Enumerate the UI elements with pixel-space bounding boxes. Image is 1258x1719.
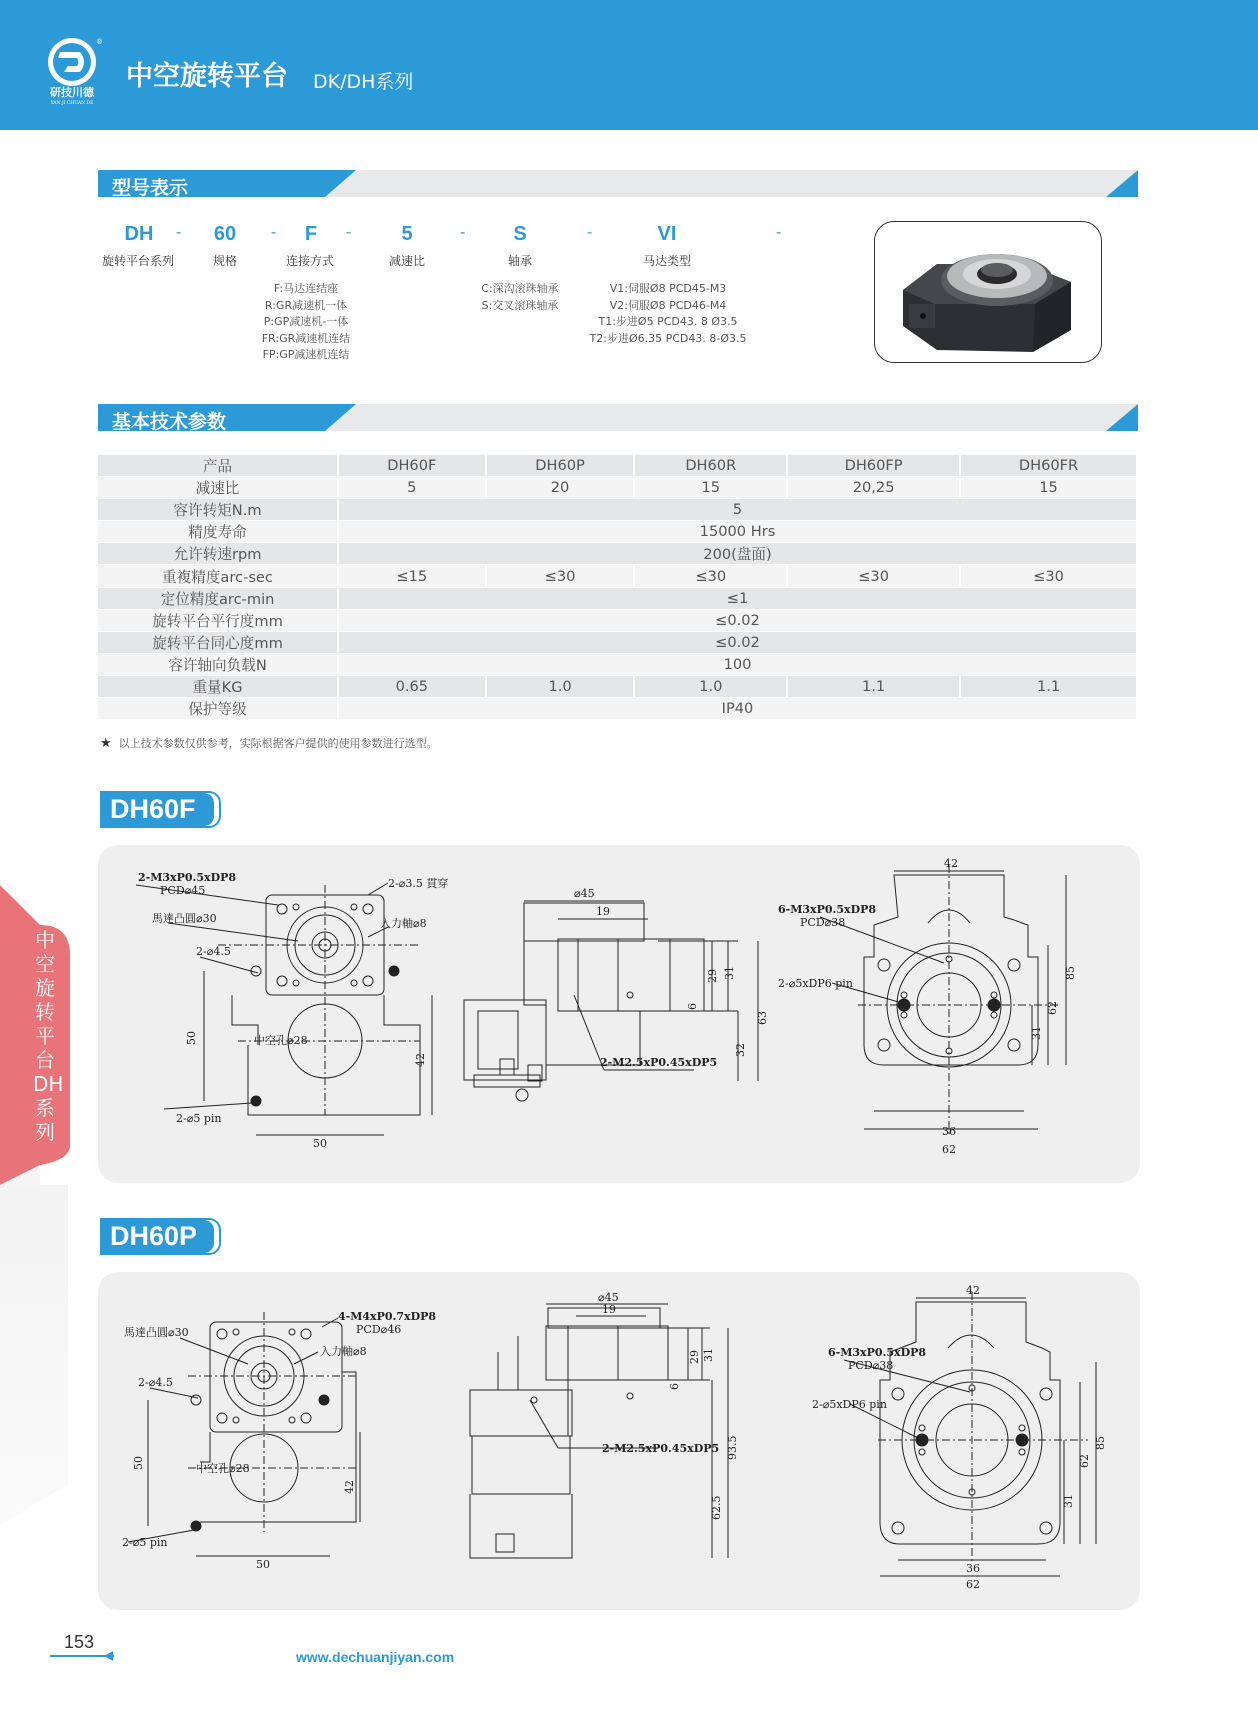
dim-label: 31 <box>1062 1494 1075 1508</box>
code-connection: F <box>304 223 318 245</box>
code-series: DH <box>124 223 154 245</box>
dim-label: 42 <box>944 857 958 870</box>
dim-label: 2-⌀5xDP6 pin <box>812 1398 887 1411</box>
dim-label: 入力軸⌀8 <box>320 1345 367 1358</box>
row-label: 容许转矩N.m <box>98 499 339 521</box>
table-header-cell: DH60F <box>339 455 487 477</box>
row-label: 容许轴向负载N <box>98 654 339 676</box>
code-motor: VI <box>657 223 677 245</box>
table-cell: 20,25 <box>788 477 961 499</box>
dim-label: 入力軸⌀8 <box>380 917 427 930</box>
table-row <box>98 588 1138 610</box>
row-label: 减速比 <box>98 477 339 499</box>
row-label: 允许转速rpm <box>98 543 339 565</box>
table-cell: 15 <box>635 477 788 499</box>
label-bearing: 轴承 <box>507 254 532 268</box>
table-cell: 5 <box>339 499 1138 521</box>
dim-label: 62 <box>942 1143 956 1156</box>
table-header-cell: DH60FP <box>788 455 961 477</box>
table-row <box>98 632 1138 654</box>
dim-label: PCD⌀46 <box>356 1323 402 1336</box>
table-cell: 1.0 <box>635 676 788 698</box>
option-text: F:马达连结座 <box>273 282 339 295</box>
dim-label: PCD⌀38 <box>800 916 846 929</box>
connection-options <box>252 281 360 364</box>
model-title-dh60p <box>100 1218 221 1255</box>
star-icon: ★ <box>100 736 112 751</box>
table-row <box>98 543 1138 565</box>
label-motor: 马达类型 <box>642 254 691 268</box>
label-ratio: 减速比 <box>388 254 425 268</box>
dim-label: 62 <box>1046 1001 1059 1015</box>
option-text: C:深沟滚珠轴承 <box>481 282 559 295</box>
code-dash: - <box>587 224 593 241</box>
option-text: P:GP减速机-一体 <box>263 315 349 329</box>
dim-label: 85 <box>1064 966 1077 980</box>
dim-label: 19 <box>596 905 610 918</box>
table-row <box>98 477 1138 499</box>
code-dash: - <box>271 224 277 241</box>
dim-label: 42 <box>966 1284 980 1297</box>
table-row <box>98 610 1138 632</box>
code-dash: - <box>776 224 782 241</box>
table-cell: ≤15 <box>339 565 487 587</box>
dim-label: 2-M2.5xP0.45xDP5 <box>602 1442 720 1455</box>
logo-subtext: YAN JI CHUAN DE <box>50 101 94 106</box>
dim-label: 31 <box>723 966 736 980</box>
label-connection: 连接方式 <box>285 254 334 268</box>
table-cell: 15 <box>961 477 1138 499</box>
table-cell: 200(盘面) <box>339 543 1138 565</box>
table-cell: 15000 Hrs <box>339 521 1138 543</box>
code-dash: - <box>460 224 466 241</box>
dim-label: 6-M3xP0.5xDP8 <box>778 903 877 916</box>
dim-label: 31 <box>1030 1026 1043 1040</box>
table-row <box>98 565 1138 587</box>
table-row <box>98 521 1138 543</box>
table-cell: 5 <box>339 477 487 499</box>
dim-label: 19 <box>602 1303 616 1316</box>
table-row <box>98 654 1138 676</box>
header-bar <box>0 0 1258 130</box>
table-cell: ≤30 <box>961 565 1138 587</box>
option-text: T1:步进Ø5 PCD43. 8 Ø3.5 <box>598 315 738 329</box>
dim-label: 29 <box>706 969 719 983</box>
side-decor <box>0 1185 68 1525</box>
model-title-text: DH60F <box>110 794 196 824</box>
dim-label: 62.5 <box>710 1495 723 1520</box>
dim-label: 50 <box>185 1031 198 1045</box>
label-size: 规格 <box>212 254 237 268</box>
side-view <box>470 1304 728 1558</box>
row-label: 旋转平台平行度mm <box>98 610 339 632</box>
side-view <box>464 901 758 1101</box>
code-dash: - <box>346 224 352 241</box>
dim-label: 6 <box>686 1003 699 1010</box>
technical-drawing <box>98 845 1140 1183</box>
option-text: FP:GP减速机连结 <box>262 348 350 362</box>
dim-label: 36 <box>966 1562 980 1575</box>
table-header-cell: DH60P <box>487 455 636 477</box>
table-row <box>98 698 1138 720</box>
dim-label: ⌀45 <box>574 887 595 900</box>
table-cell: ≤30 <box>487 565 636 587</box>
drawing-panel-dh60f <box>98 845 1140 1183</box>
dim-label: 32 <box>734 1043 747 1057</box>
option-text: S:交叉滚珠轴承 <box>481 298 559 312</box>
dim-label: 50 <box>256 1558 270 1571</box>
dim-label: 62 <box>1078 1454 1091 1468</box>
table-header-cell: DH60R <box>635 455 788 477</box>
dim-label: 29 <box>688 1350 701 1364</box>
rotary-platform-image <box>875 222 1101 362</box>
dim-label: 31 <box>702 1348 715 1362</box>
page-arrow-icon <box>104 1651 113 1661</box>
svg-text:®: ® <box>96 38 103 46</box>
dim-label: 2-⌀5 pin <box>122 1536 168 1549</box>
table-cell: ≤30 <box>788 565 961 587</box>
dim-label: 50 <box>132 1456 145 1470</box>
page-number: 153 <box>64 1632 95 1652</box>
dim-label: 6 <box>668 1383 681 1390</box>
dim-label: 馬達凸圓⌀30 <box>124 1326 189 1339</box>
table-row <box>98 499 1138 521</box>
row-label: 旋转平台同心度mm <box>98 632 339 654</box>
side-tab-text: 中空旋转平台DH系列 <box>33 928 64 1144</box>
spec-note <box>100 735 438 751</box>
dim-label: 2-M2.5xP0.45xDP5 <box>600 1056 718 1069</box>
row-label: 重量KG <box>98 676 339 698</box>
dim-label: 中空孔⌀28 <box>196 1462 250 1475</box>
row-label: 保护等级 <box>98 698 339 720</box>
table-cell: 100 <box>339 654 1138 676</box>
spec-table <box>98 455 1138 720</box>
code-ratio: 5 <box>401 223 413 245</box>
row-label: 定位精度arc-min <box>98 588 339 610</box>
option-text: T2:步进Ø6.35 PCD43. 8-Ø3.5 <box>589 331 747 345</box>
dim-label: 6-M3xP0.5xDP8 <box>828 1346 927 1359</box>
dim-label: 93.5 <box>726 1435 739 1460</box>
option-text: V2:伺服Ø8 PCD46-M4 <box>609 298 727 312</box>
dim-label: 2-⌀4.5 <box>196 945 231 958</box>
dim-label: PCD⌀38 <box>848 1359 894 1372</box>
technical-drawing <box>98 1272 1140 1610</box>
bearing-options <box>470 281 570 314</box>
dim-label: 85 <box>1094 1436 1107 1450</box>
dim-label: 63 <box>756 1011 769 1025</box>
code-bearing: S <box>513 223 527 245</box>
dim-label: 2-⌀5 pin <box>176 1112 222 1125</box>
dim-label: ⌀45 <box>598 1291 619 1304</box>
table-header-row <box>98 455 1138 477</box>
table-cell: 1.1 <box>961 676 1138 698</box>
row-label: 重複精度arc-sec <box>98 565 339 587</box>
table-header-cell: DH60FR <box>961 455 1138 477</box>
section-title: 基本技术参数 <box>112 411 227 433</box>
motor-options <box>578 281 758 347</box>
brand-logo-icon <box>42 34 106 106</box>
row-label: 精度寿命 <box>98 521 339 543</box>
table-cell: IP40 <box>339 698 1138 720</box>
dim-label: 2-⌀5xDP6 pin <box>778 977 853 990</box>
dim-label: 36 <box>942 1125 956 1138</box>
section-header-spec <box>98 404 1138 431</box>
product-photo <box>874 221 1102 363</box>
section-header-model <box>98 170 1138 197</box>
dim-label: 4-M4xP0.7xDP8 <box>338 1310 437 1323</box>
table-cell: ≤0.02 <box>339 610 1138 632</box>
dim-label: 62 <box>966 1578 980 1591</box>
label-series: 旋转平台系列 <box>101 254 174 268</box>
table-cell: 1.1 <box>788 676 961 698</box>
table-row <box>98 676 1138 698</box>
drawing-panel-dh60p <box>98 1272 1140 1610</box>
table-cell: ≤30 <box>635 565 788 587</box>
table-cell: 20 <box>487 477 636 499</box>
dim-label: 42 <box>414 1053 427 1067</box>
dim-label: 2-⌀4.5 <box>138 1376 173 1389</box>
footer-url: www.dechuanjiyan.com <box>296 1649 455 1665</box>
dim-label: 2-⌀3.5 貫穿 <box>388 877 449 890</box>
dim-label: 2-M3xP0.5xDP8 <box>138 871 237 884</box>
page-title: 中空旋转平台 <box>126 61 288 92</box>
dim-label: PCD⌀45 <box>160 884 206 897</box>
option-text: V1:伺服Ø8 PCD45-M3 <box>609 282 727 295</box>
logo-text: 研技川德 <box>50 86 94 99</box>
dim-label: 馬達凸圓⌀30 <box>152 912 217 925</box>
option-text: R:GR减速机一体 <box>264 298 348 312</box>
page-subtitle: DK/DH系列 <box>313 71 414 93</box>
code-size: 60 <box>213 223 237 245</box>
note-text: 以上技术参数仅供参考，实际根据客户提供的使用参数进行选型。 <box>118 737 438 750</box>
code-dash: - <box>176 224 182 241</box>
option-text: FR:GR减速机连结 <box>261 331 351 345</box>
rear-view <box>844 1292 1096 1576</box>
table-cell: ≤1 <box>339 588 1138 610</box>
dim-label: 中空孔⌀28 <box>254 1034 308 1047</box>
section-title: 型号表示 <box>112 177 189 199</box>
model-title-dh60f <box>100 791 221 828</box>
table-cell: 1.0 <box>487 676 636 698</box>
model-title-text: DH60P <box>110 1221 198 1251</box>
dim-label: 42 <box>343 1480 356 1494</box>
table-cell: 0.65 <box>339 676 487 698</box>
table-header-cell: 产品 <box>98 455 339 477</box>
table-cell: ≤0.02 <box>339 632 1138 654</box>
dim-label: 50 <box>313 1137 327 1150</box>
